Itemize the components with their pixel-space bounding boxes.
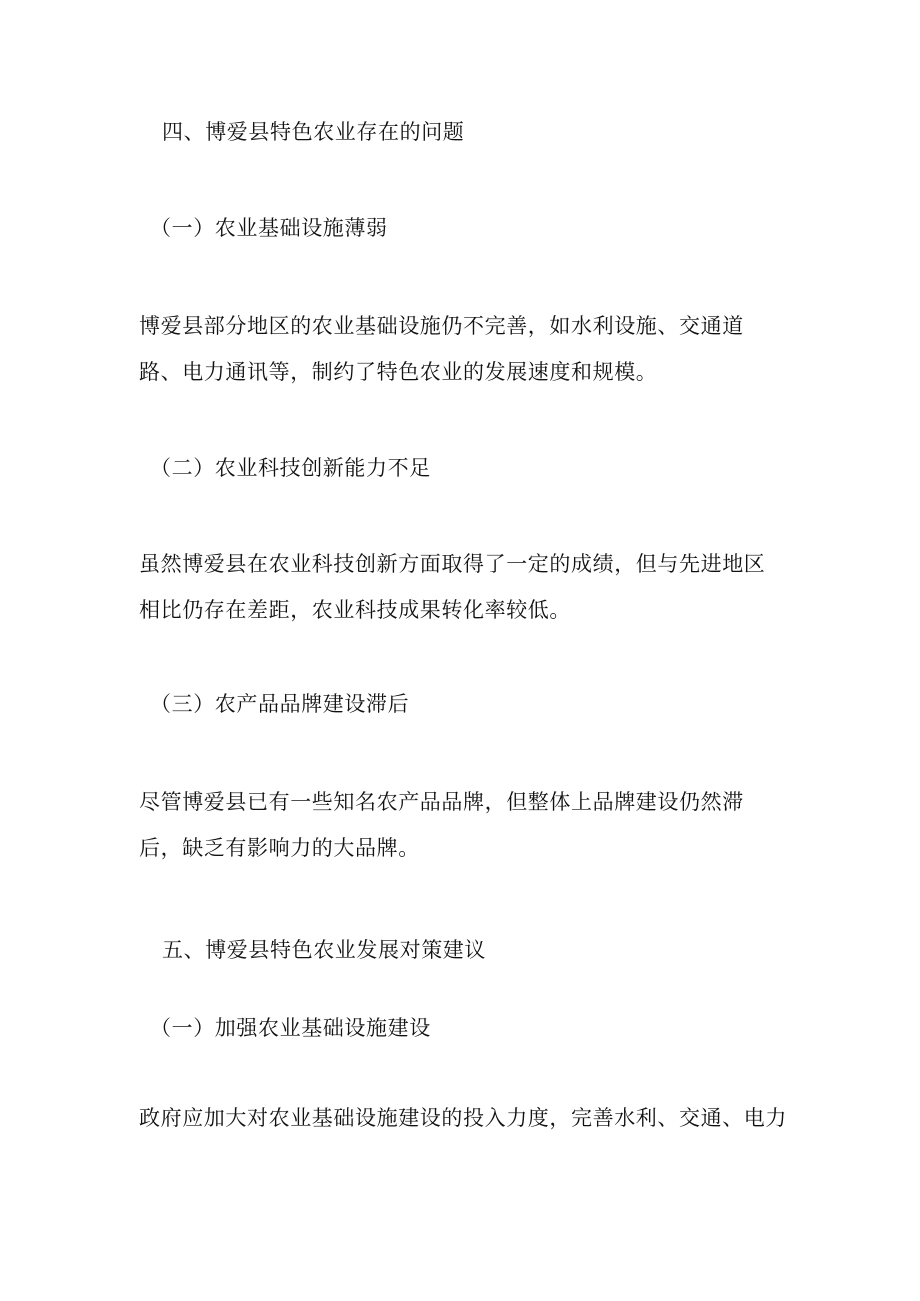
paragraph-line: 政府应加大对农业基础设施建设的投入力度，完善水利、交通、电力 bbox=[139, 1106, 787, 1130]
subsection-heading: （一）加强农业基础设施建设 bbox=[150, 1016, 431, 1040]
subsection-heading: （一）农业基础设施薄弱 bbox=[150, 216, 388, 240]
paragraph-line: 虽然博爱县在农业科技创新方面取得了一定的成绩，但与先进地区 bbox=[139, 552, 766, 576]
paragraph-line: 后，缺乏有影响力的大品牌。 bbox=[139, 836, 420, 860]
paragraph-line: 博爱县部分地区的农业基础设施仍不完善，如水利设施、交通道 bbox=[139, 314, 744, 338]
section-heading: 五、博爱县特色农业发展对策建议 bbox=[162, 938, 486, 962]
subsection-heading: （三）农产品品牌建设滞后 bbox=[150, 692, 410, 716]
paragraph-line: 路、电力通讯等，制约了特色农业的发展速度和规模。 bbox=[139, 360, 658, 384]
section-heading: 四、博爱县特色农业存在的问题 bbox=[162, 120, 465, 144]
paragraph-line: 尽管博爱县已有一些知名农产品品牌，但整体上品牌建设仍然滞 bbox=[139, 790, 744, 814]
subsection-heading: （二）农业科技创新能力不足 bbox=[150, 456, 431, 480]
paragraph-line: 相比仍存在差距，农业科技成果转化率较低。 bbox=[139, 598, 571, 622]
